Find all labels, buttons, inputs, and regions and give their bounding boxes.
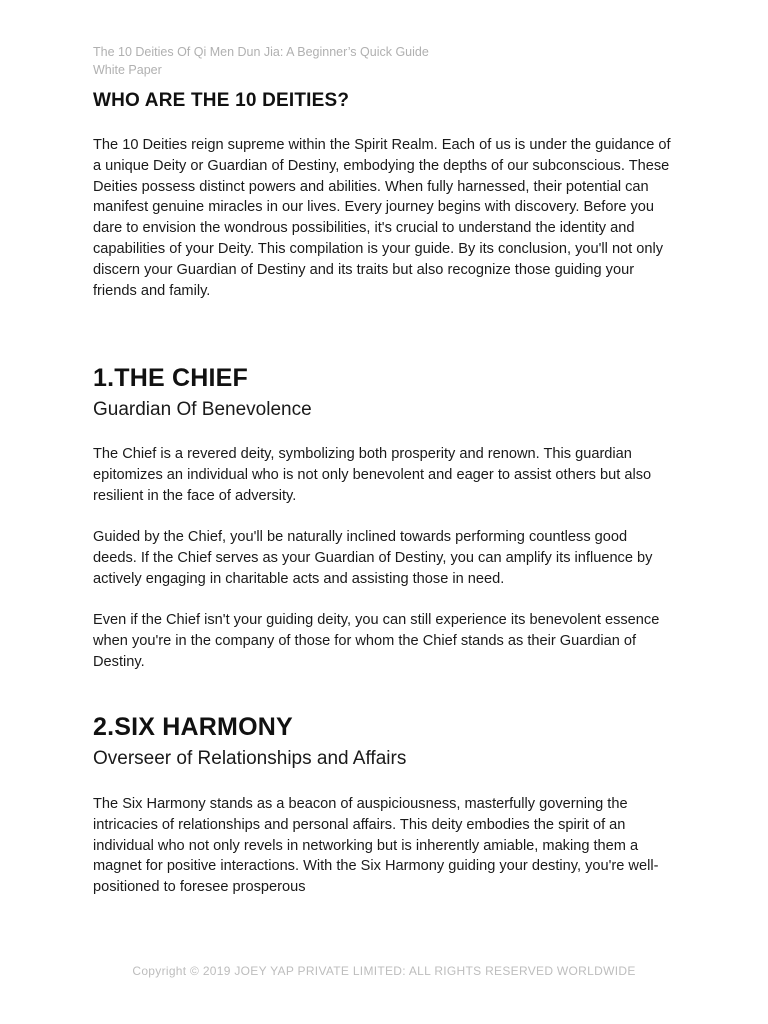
section-paragraph: Even if the Chief isn't your guiding deity, you can still experience its benevolent essence when you're in the company of those for whom the Chief stands as their Guardian of Destiny. [93, 612, 660, 670]
section-heading-six-harmony: 2.SIX HARMONY [93, 713, 293, 741]
section-heading-chief: 1.THE CHIEF [93, 364, 248, 392]
document-title: The 10 Deities Of Qi Men Dun Jia: A Beginner’s Quick Guide [93, 45, 429, 59]
footer-copyright: Copyright © 2019 JOEY YAP PRIVATE LIMITED: ALL RIGHTS RESERVED WORLDWIDE [132, 964, 636, 978]
running-header [93, 43, 429, 79]
section-paragraph: Guided by the Chief, you'll be naturally inclined towards performing countless good deeds. If the Chief serves as your Guardian of Destiny, you can amplify its influence by actively engaging in charitable acts and assisting those in need. [93, 529, 653, 587]
section-paragraph: The Six Harmony stands as a beacon of auspiciousness, masterfully governing the intricacies of relationships and personal affairs. This deity embodies the spirit of an individual who not only revels in networking but is inherently amiable, making them a magnet for positive interactions. With the Six Harmony guiding your destiny, you're well-positioned to foresee prosperous [93, 796, 659, 896]
intro-heading: WHO ARE THE 10 DEITIES? [93, 90, 350, 111]
section-subheading-six-harmony: Overseer of Relationships and Affairs [93, 748, 407, 769]
intro-paragraph: The 10 Deities reign supreme within the Spirit Realm. Each of us is under the guidance of a unique Deity or Guardian of Destiny, embodying the depths of our subconscious. These Deities possess distinct powers and abilities. When fully harnessed, their potential can manifest genuine miracles in our lives. Every journey begins with discovery. Before you dare to envision the wondrous possibilities, it's crucial to understand the identity and capabilities of your Deity. This compilation is your guide. By its conclusion, you'll not only discern your Guardian of Destiny and its traits but also recognize those guiding your friends and family. [93, 137, 671, 299]
section-subheading-chief: Guardian Of Benevolence [93, 399, 312, 420]
document-subtitle: White Paper [93, 63, 162, 77]
section-paragraph: The Chief is a revered deity, symbolizing both prosperity and renown. This guardian epitomizes an individual who is not only benevolent and eager to assist others but also resilient in the face of adversity. [93, 446, 652, 504]
